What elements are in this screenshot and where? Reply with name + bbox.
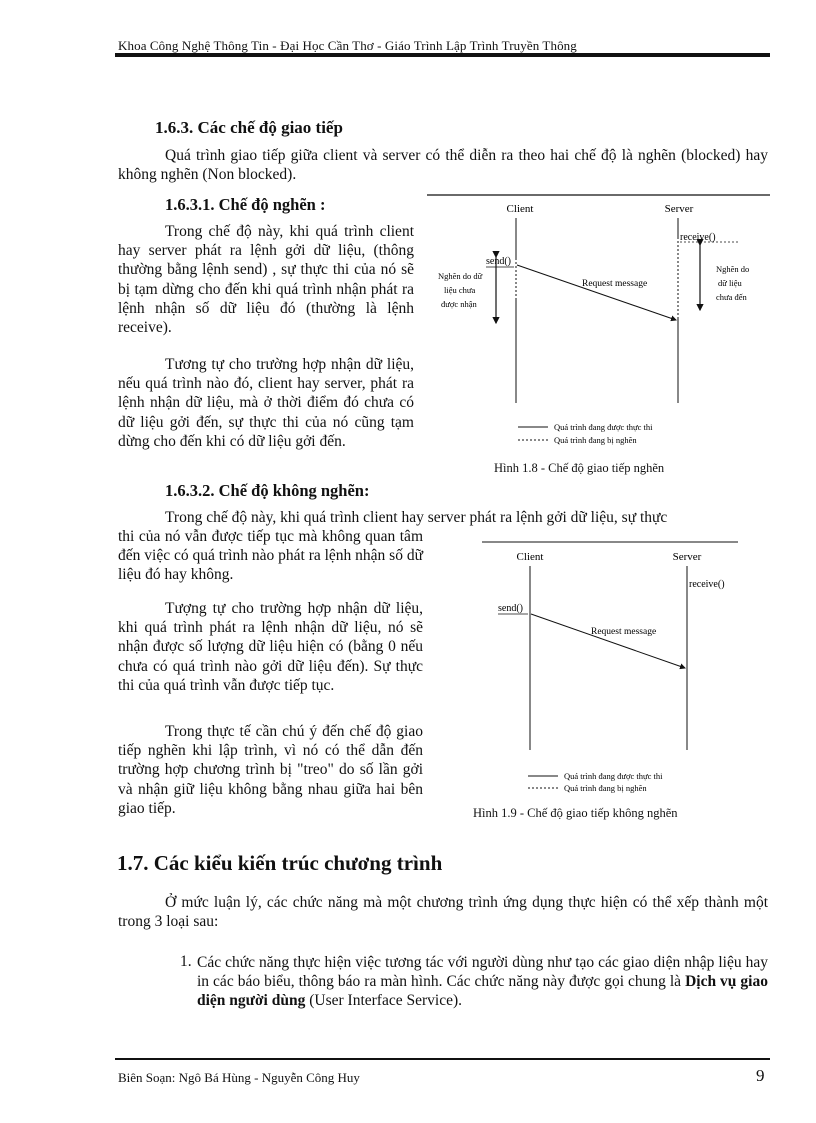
list-item-1-text: Các chức năng thực hiện việc tương tác với người dùng như tạo các giao diện nhập liệu hay in các báo biểu, thông báo ra màn hình. Các chức năng này được gọi chung là (197, 954, 768, 991)
legend-running: Quá trình đang được thực thi (564, 771, 663, 781)
legend-blocked: Quá trình đang bị nghẽn (564, 783, 647, 793)
blocking-para-1: Trong chế độ này, khi quá trình client hay server phát ra lệnh gởi dữ liệu, (thông thường bằng lệnh send) , sự thực thi của nó sẽ bị tạm dừng cho đến khi quá trình nhận phát ra lệnh nhận số dữ liệu đó (thường là lệnh receive). (118, 223, 414, 337)
list-item-number: 1. (180, 953, 192, 970)
figure-1-9-caption: Hình 1.9 - Chế độ giao tiếp không nghẽn (473, 806, 678, 820)
footer-rule (115, 1058, 770, 1060)
section-heading-1-6-3: 1.6.3. Các chế độ giao tiếp (155, 118, 343, 137)
section-heading-1-6-3-2: 1.6.3.2. Chế độ không nghẽn: (165, 481, 370, 500)
figure-1-8-caption: Hình 1.8 - Chế độ giao tiếp nghẽn (494, 461, 665, 475)
request-message-arrow (531, 614, 685, 668)
figure-1-8-diagram (420, 190, 770, 452)
client-block-note-1: Nghẽn do dữ (438, 271, 483, 281)
server-block-note-1: Nghẽn do (716, 264, 750, 274)
client-label: Client (516, 551, 544, 563)
send-label: send() (498, 603, 523, 614)
list-item-1-bold: Dịch vụ giao diện người dùng (197, 973, 768, 1010)
receive-label: receive() (689, 579, 725, 590)
client-block-note-2: liệu chưa (444, 285, 476, 295)
legend-blocked: Quá trình đang bị nghẽn (554, 435, 637, 445)
footer-authors: Biên Soạn: Ngô Bá Hùng - Nguyễn Công Huy (118, 1070, 360, 1085)
server-label: Server (664, 203, 694, 215)
page-number: 9 (756, 1066, 765, 1085)
server-block-note-3: chưa đến (716, 292, 747, 302)
receive-label: receive() (680, 232, 716, 243)
nonblocking-para-3: Trong thực tế cần chú ý đến chế độ giao tiếp nghẽn khi lập trình, vì nó có thể dẫn đến trường hợp chương trình bị "treo" do số lần gởi và nhận giữ liệu không bằng nhau giữa hai bên giao tiếp. (118, 723, 423, 817)
section-1-7-intro: Ở mức luận lý, các chức năng mà một chương trình ứng dụng thực hiện có thể xếp thành một trong 3 loại sau: (118, 894, 768, 931)
nonblocking-para-1-line-1: Trong chế độ này, khi quá trình client hay server phát ra lệnh gởi dữ liệu, sự thực (165, 509, 668, 526)
server-block-note-2: dữ liệu (718, 278, 742, 288)
legend-running: Quá trình đang được thực thi (554, 422, 653, 432)
nonblocking-para-2: Tượng tự cho trường hợp nhận dữ liệu, khi quá trình phát ra lệnh nhận dữ liệu, nó sẽ nhận được số lượng dữ liệu hiện có (bằng 0 nếu chưa có quá trình nào gởi dữ liệu đến). Sự thực thi của quá trình vẫn được tiếp tục. (118, 600, 423, 694)
header-rule (115, 53, 770, 57)
section-heading-1-6-3-1: 1.6.3.1. Chế độ nghẽn : (165, 195, 326, 214)
blocking-para-2: Tương tự cho trường hợp nhận dữ liệu, nếu quá trình nào đó, client hay server, phát ra lệnh nhận dữ liệu, mà ở thời điểm đó chưa có dữ liệu gởi đến, sự thực thi của nó cũng tạm dừng cho đến khi có dữ liệu gởi đến. (118, 356, 414, 450)
request-message-label: Request message (582, 279, 648, 289)
request-message-arrow (517, 265, 676, 320)
client-label: Client (506, 203, 534, 215)
figure-1-9-diagram (470, 538, 740, 796)
section-1-6-3-intro: Quá trình giao tiếp giữa client và server có thể diễn ra theo hai chế độ là nghẽn (blocked) hay không nghẽn (Non blocked). (118, 147, 768, 184)
nonblocking-para-1-rest: thi của nó vẫn được tiếp tục mà không quan tâm đến việc có quá trình nào phát ra lệnh nhận số dữ liệu đó hay không. (118, 528, 423, 584)
client-block-note-3: được nhận (441, 299, 477, 309)
page-header: Khoa Công Nghệ Thông Tin - Đại Học Cần Thơ - Giáo Trình Lập Trình Truyền Thông (118, 38, 577, 53)
section-heading-1-7: 1.7. Các kiểu kiến trúc chương trình (117, 851, 443, 875)
server-label: Server (672, 551, 702, 563)
request-message-label: Request message (591, 627, 657, 637)
list-item-1-tail: (User Interface Service). (305, 992, 462, 1010)
list-item-1 (197, 953, 768, 1011)
send-label: send() (486, 256, 511, 267)
